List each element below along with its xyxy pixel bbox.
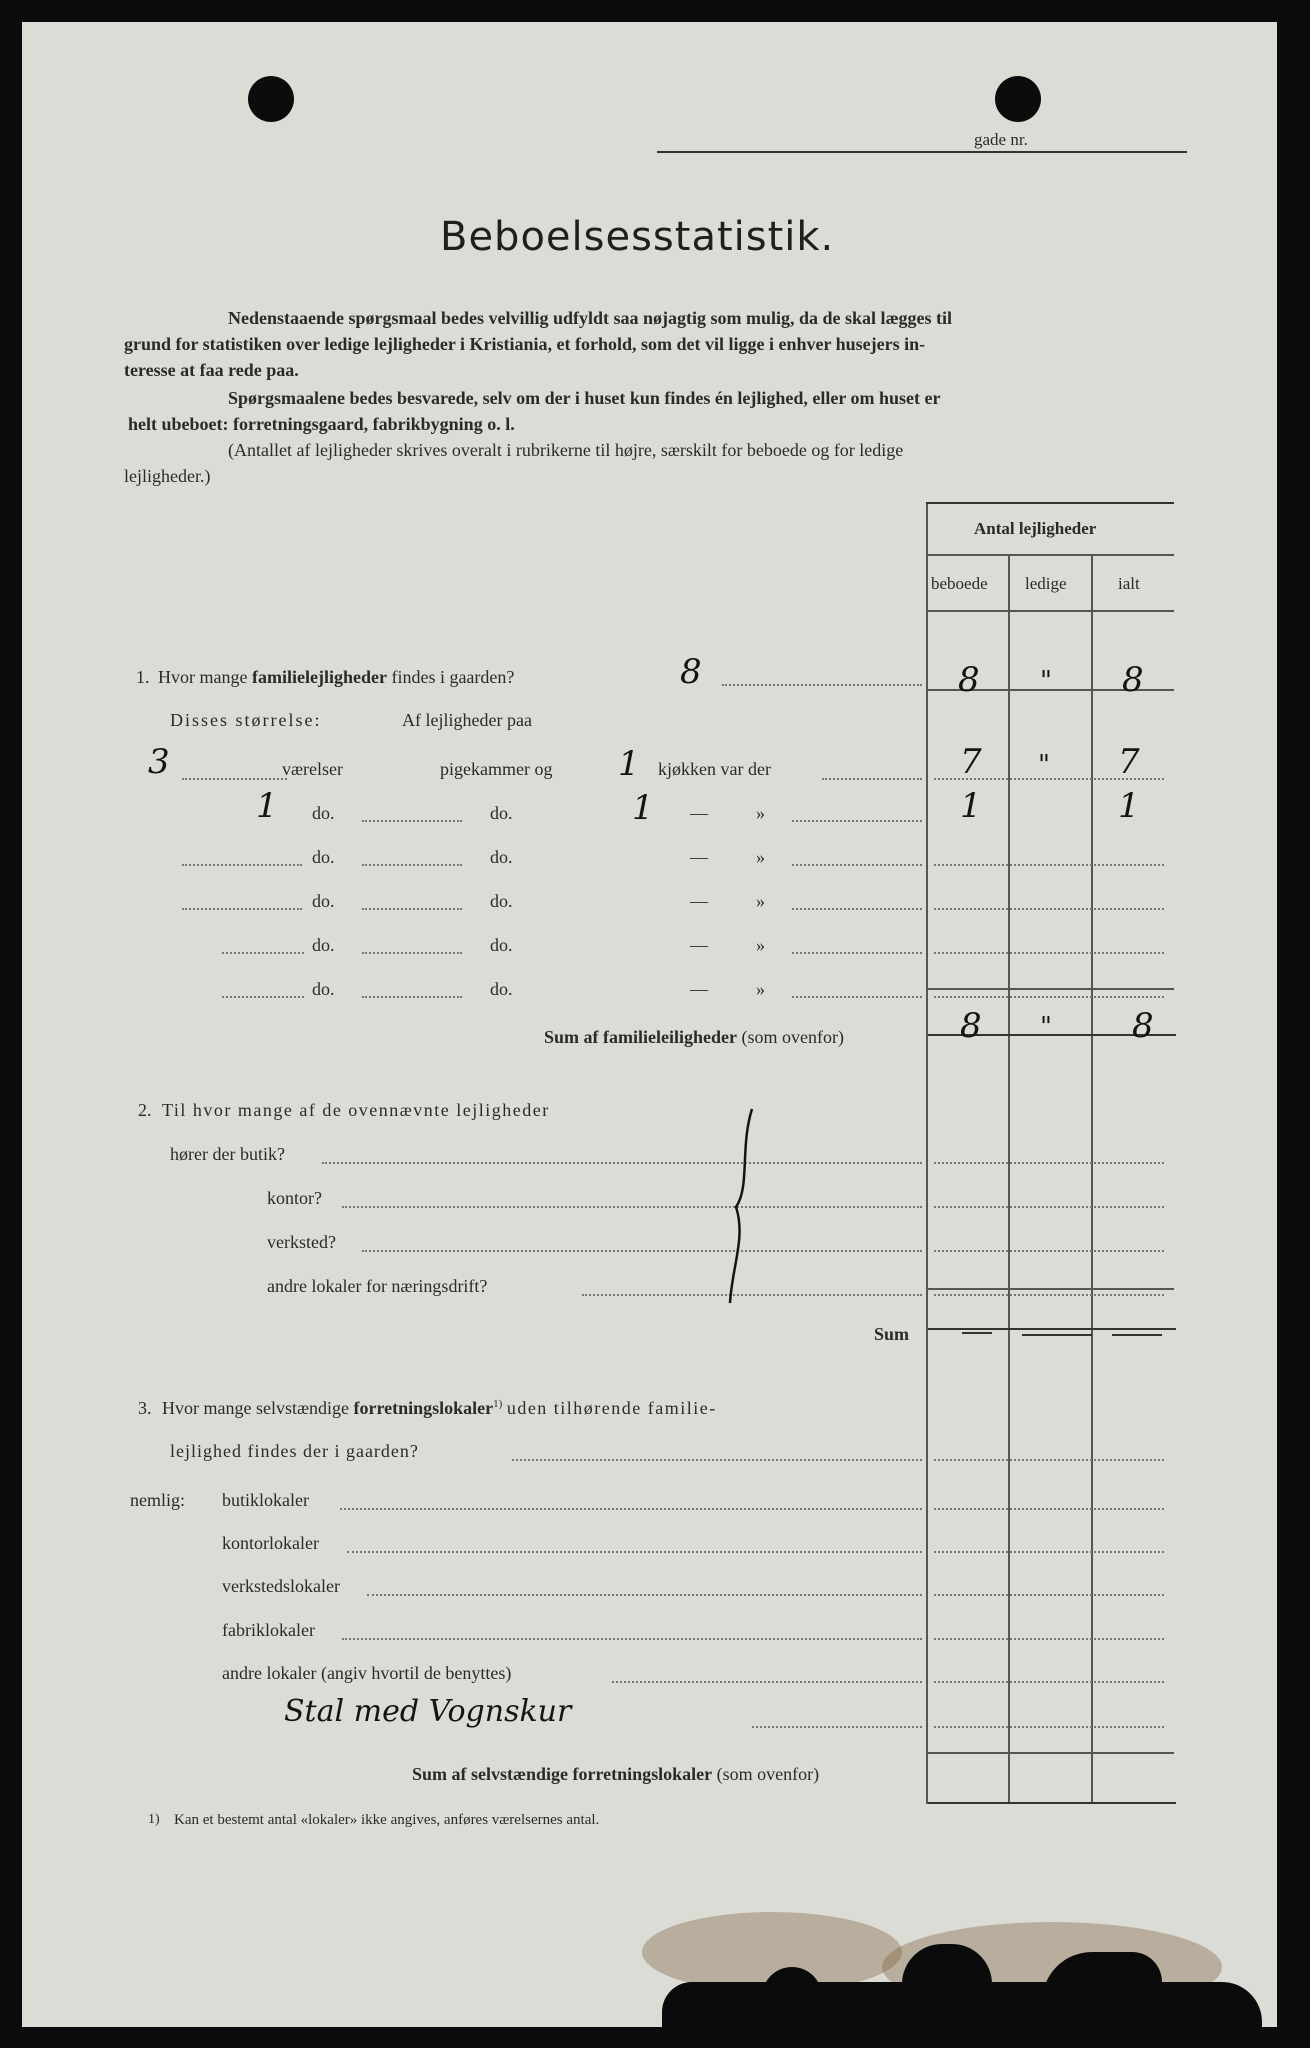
q1-leader [722,684,922,686]
q1-row4-leader [792,908,922,910]
q1-row6-mid-leader [362,996,462,998]
q3-line2: lejlighed findes der i gaarden? [170,1441,419,1461]
q2-sum-dash-ialt [1112,1334,1162,1336]
q1-row3-do2: do. [490,847,513,867]
table-group-header: Antal lejligheder [974,519,1097,538]
q2-sum: Sum [874,1324,910,1344]
q3-verksted-leader [367,1594,922,1596]
q3-number: 3. [138,1398,152,1418]
q1-row2-rooms: 1 [256,786,278,826]
q1-answer: 8 [680,652,702,692]
q3-bold: forretningslokaler [353,1398,494,1418]
q1-sum-ialt: 8 [1132,1006,1154,1046]
q2-kontor-leader [342,1206,922,1208]
q3-kontor-leader [347,1551,922,1553]
table-dots-q3-fabrik [934,1638,1164,1640]
footnote-text: Kan et bestemt antal «lokaler» ikke angives, anføres værelsernes antal. [174,1812,600,1828]
table-dots-q3-butik [934,1508,1164,1510]
q1-row1-pigekammer: pigekammer og [440,759,553,779]
table-dots-row6 [934,996,1164,998]
q2-number: 2. [138,1100,152,1120]
q1-row6-pre-leader [222,996,304,998]
q3-prefix: Hvor mange selvstændige [162,1398,349,1418]
table-dots-q3-note [934,1726,1164,1728]
form-page [22,22,1277,2027]
footnote-mark: 1) [148,1812,160,1827]
q3-line2-leader [512,1459,922,1461]
gade-label: gade nr. [974,130,1028,149]
intro-line-4: Spørgsmaalene bedes besvarede, selv om der i huset kun findes én lejlighed, eller om huset er [228,388,941,408]
q2-question: Til hvor mange af de ovennævnte lejligheder [162,1100,550,1120]
table-dots-row4 [934,908,1164,910]
q1-row1-leader [822,778,922,780]
q1-row3-leader [792,864,922,866]
q1-row4-mid-leader [362,908,462,910]
gade-line [657,151,1187,153]
q1-row2-do2: do. [490,803,513,823]
q3-sum-label [412,1764,819,1785]
page-title: Beboelsesstatistik. [440,214,835,260]
q1-sum-rest: (som ovenfor) [741,1027,844,1047]
table-dots-q2-verksted [934,1250,1164,1252]
table-dots-q3-verksted [934,1594,1164,1596]
q1-row5-do2: do. [490,935,513,955]
q3-fabrik-leader [342,1638,922,1640]
q1-row6-dash: — [690,979,708,999]
q3-question [162,1398,717,1419]
q1-row5-pre-leader [222,952,304,954]
col-divider-2 [1091,556,1093,1804]
q1-suffix: findes i gaarden? [391,667,515,687]
q3-note-leader [752,1726,922,1728]
q1-row3-mid-leader [362,864,462,866]
q3-nemlig: nemlig: [130,1490,185,1510]
table-dots-row3 [934,864,1164,866]
q1-row6-leader [792,996,922,998]
q1-question [158,667,514,688]
q1-row1-beboede: 7 [960,742,982,782]
q1-row2-leader [792,820,922,822]
table-sum1-top-rule [928,988,1174,990]
intro-line-2: grund for statistiken over ledige lejligheder i Kristiania, et forhold, som det vil ligge i enhver husejers in- [124,334,926,354]
table-subheader-rule [928,554,1174,556]
table-top-rule [926,502,1174,504]
q2-verksted-leader [362,1250,922,1252]
q1-row4-quote: » [756,891,765,911]
q1-row6-do2: do. [490,979,513,999]
q1-row4-dash: — [690,891,708,911]
table-dots-row5 [934,952,1164,954]
q1-row5-mid-leader [362,952,462,954]
table-sum2-bottom-rule [928,1328,1176,1330]
col-divider-1 [1008,556,1010,1804]
q1-row5-quote: » [756,935,765,955]
q1-row6-quote: » [756,979,765,999]
q3-kontor: kontorlokaler [222,1533,319,1553]
q2-andre: andre lokaler for næringsdrift? [267,1276,488,1296]
q3-sum-bold: Sum af selvstændige forretningslokaler [412,1764,713,1784]
q3-sum-rest: (som ovenfor) [716,1764,820,1784]
q1-row1-rooms: 3 [148,742,170,782]
q2-kontor: kontor? [267,1188,322,1208]
col-header-ledige: ledige [1025,574,1067,593]
q1-size-label: Disses størrelse: [170,710,322,730]
q2-sum-dash-ledige [1022,1334,1092,1336]
q1-number: 1. [136,667,150,687]
q1-row3-pre-leader [182,864,302,866]
intro-line-3: teresse at faa rede paa. [124,360,299,380]
table-dots-q3-andre [934,1681,1164,1683]
q1-row6-do1: do. [312,979,335,999]
q1-row2-mid-leader [362,820,462,822]
q1-row2-dash: — [690,803,708,823]
q1-total-ledige: " [1040,666,1052,696]
q1-row2-beboede: 1 [960,786,982,826]
q1-row4-pre-leader [182,908,302,910]
q1-row2-do1: do. [312,803,335,823]
q1-total-beboede: 8 [958,660,980,700]
intro-line-7: lejligheder.) [124,466,211,486]
q1-row3-quote: » [756,847,765,867]
table-left-rule [926,504,928,1804]
q2-butik-leader [322,1162,922,1164]
q3-verksted: verkstedslokaler [222,1576,340,1596]
intro-line-5: helt ubeboet: forretningsgaard, fabrikbygning o. l. [128,414,515,434]
punch-hole-right [995,76,1041,122]
q1-row4-do2: do. [490,891,513,911]
q2-verksted: verksted? [267,1232,336,1252]
q1-row2-quote: » [756,803,765,823]
q3-footnote-ref: 1) [493,1398,503,1410]
q1-row3-do1: do. [312,847,335,867]
q3-butik-leader [340,1508,922,1510]
q1-row5-leader [792,952,922,954]
table-bottom-rule [928,1802,1176,1804]
table-dots-q3-kontor [934,1551,1164,1553]
col-header-ialt: ialt [1118,574,1140,593]
q1-row1-rooms-leader [182,778,287,780]
q1-row1-kitchen: 1 [618,744,640,784]
q3-andre-leader [612,1681,922,1683]
q1-size-of: Af lejligheder paa [402,710,532,730]
q1-row5-do1: do. [312,935,335,955]
q1-row2-ialt: 1 [1118,786,1140,826]
q3-handwritten-note: Stal med Vognskur [284,1694,572,1729]
table-dots-q2-kontor [934,1206,1164,1208]
q2-sum-dash-beboede [962,1332,992,1334]
q1-total-ialt: 8 [1122,660,1144,700]
intro-line-1: Nedenstaaende spørgsmaal bedes velvillig udfyldt saa nøjagtig som mulig, da de skal lægges til [228,308,953,328]
table-dots-q3-line2 [934,1459,1164,1461]
q1-sum-ledige: " [1040,1012,1052,1042]
q1-sum-beboede: 8 [960,1006,982,1046]
table-sum2-top-rule [928,1288,1174,1290]
q1-sum-bold: Sum af familieleiligheder [544,1027,737,1047]
q1-row5-dash: — [690,935,708,955]
q3-butik: butiklokaler [222,1490,309,1510]
q1-row1-kjokken: kjøkken var der [658,759,771,779]
table-dots-row1 [934,778,1164,780]
punch-hole-left [248,76,294,122]
q1-row1-ledige: " [1038,750,1050,780]
table-header-bottom-rule [928,610,1174,612]
q1-sum-label [544,1027,844,1048]
q2-handwritten-brace [722,1107,762,1307]
table-dots-q2-butik [934,1162,1164,1164]
intro-line-6: (Antallet af lejligheder skrives overalt i rubrikerne til højre, særskilt for beboede og for ledige [228,440,904,460]
q3-andre: andre lokaler (angiv hvortil de benyttes) [222,1663,512,1683]
q3-suffix: uden tilhørende familie- [506,1398,717,1418]
q1-prefix: Hvor mange [158,667,248,687]
q3-fabrik: fabriklokaler [222,1620,315,1640]
col-header-beboede: beboede [931,574,988,593]
q1-row2-kitchen: 1 [632,788,654,828]
q1-row1-vaerelser: værelser [282,759,343,779]
q1-row1-ialt: 7 [1118,742,1140,782]
table-dots-q2-andre [934,1294,1164,1296]
table-sum3-top-rule [928,1752,1174,1754]
q2-butik: hører der butik? [170,1144,285,1164]
q1-row3-dash: — [690,847,708,867]
q1-bold: familielejligheder [251,667,387,687]
q1-row4-do1: do. [312,891,335,911]
